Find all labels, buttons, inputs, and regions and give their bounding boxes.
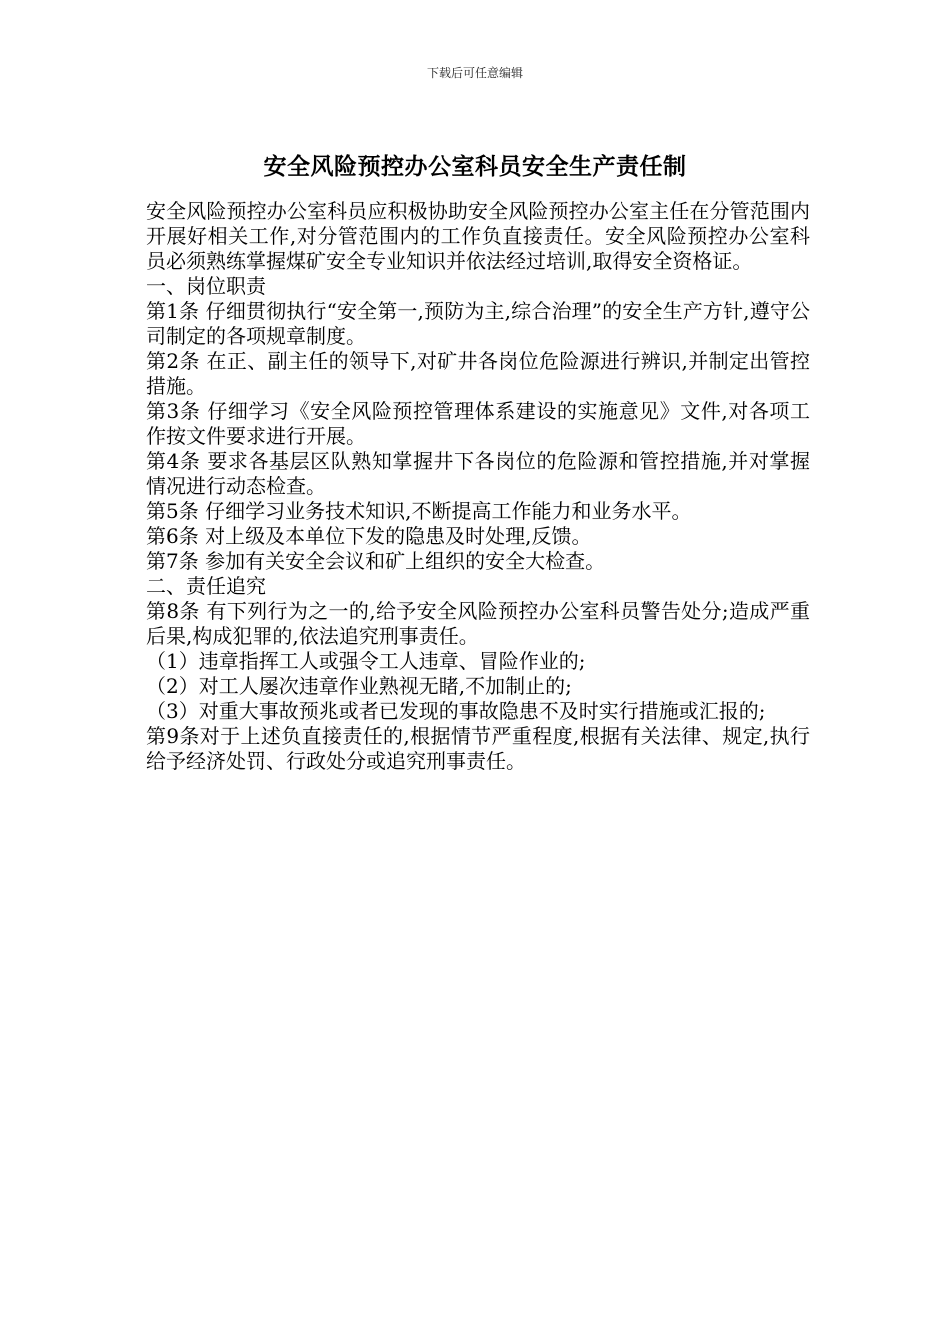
article-4: 第4条 要求各基层区队熟知掌握井下各岗位的危险源和管控措施,并对掌握情况进行动态检查。: [146, 449, 810, 498]
list-item-1: （1）违章指挥工人或强令工人违章、冒险作业的;: [146, 649, 586, 673]
article-2: 第2条 在正、副主任的领导下,对矿井各岗位危险源进行辨识,并制定出管控措施。: [146, 349, 810, 398]
document-title: 安全风险预控办公室科员安全生产责任制: [263, 154, 687, 180]
article-9: 第9条对于上述负直接责任的,根据情节严重程度,根据有关法律、规定,执行给予经济处罚、行政处分或追究刑事责任。: [146, 724, 810, 773]
document-body: [146, 199, 810, 774]
section-heading-duties: 一、岗位职责: [146, 274, 266, 298]
header-note: 下载后可任意编辑: [426, 66, 523, 80]
list-item-3: （3）对重大事故预兆或者已发现的事故隐患不及时实行措施或汇报的;: [146, 699, 766, 723]
article-6: 第6条 对上级及本单位下发的隐患及时处理,反馈。: [146, 524, 592, 548]
article-3: 第3条 仔细学习《安全风险预控管理体系建设的实施意见》文件,对各项工作按文件要求进行开展。: [146, 399, 810, 448]
article-7: 第7条 参加有关安全会议和矿上组织的安全大检查。: [146, 549, 606, 573]
article-5: 第5条 仔细学习业务技术知识,不断提高工作能力和业务水平。: [146, 499, 692, 523]
intro-paragraph: 安全风险预控办公室科员应积极协助安全风险预控办公室主任在分管范围内开展好相关工作,对分管范围内的工作负直接责任。安全风险预控办公室科员必须熟练掌握煤矿安全专业知识并依法经过培训,取得安全资格证。: [146, 199, 810, 273]
article-8: 第8条 有下列行为之一的,给予安全风险预控办公室科员警告处分;造成严重后果,构成犯罪的,依法追究刑事责任。: [146, 599, 810, 648]
article-1: 第1条 仔细贯彻执行“安全第一,预防为主,综合治理”的安全生产方针,遵守公司制定的各项规章制度。: [146, 299, 810, 348]
section-heading-accountability: 二、责任追究: [146, 574, 266, 598]
list-item-2: （2）对工人屡次违章作业熟视无睹,不加制止的;: [146, 674, 572, 698]
